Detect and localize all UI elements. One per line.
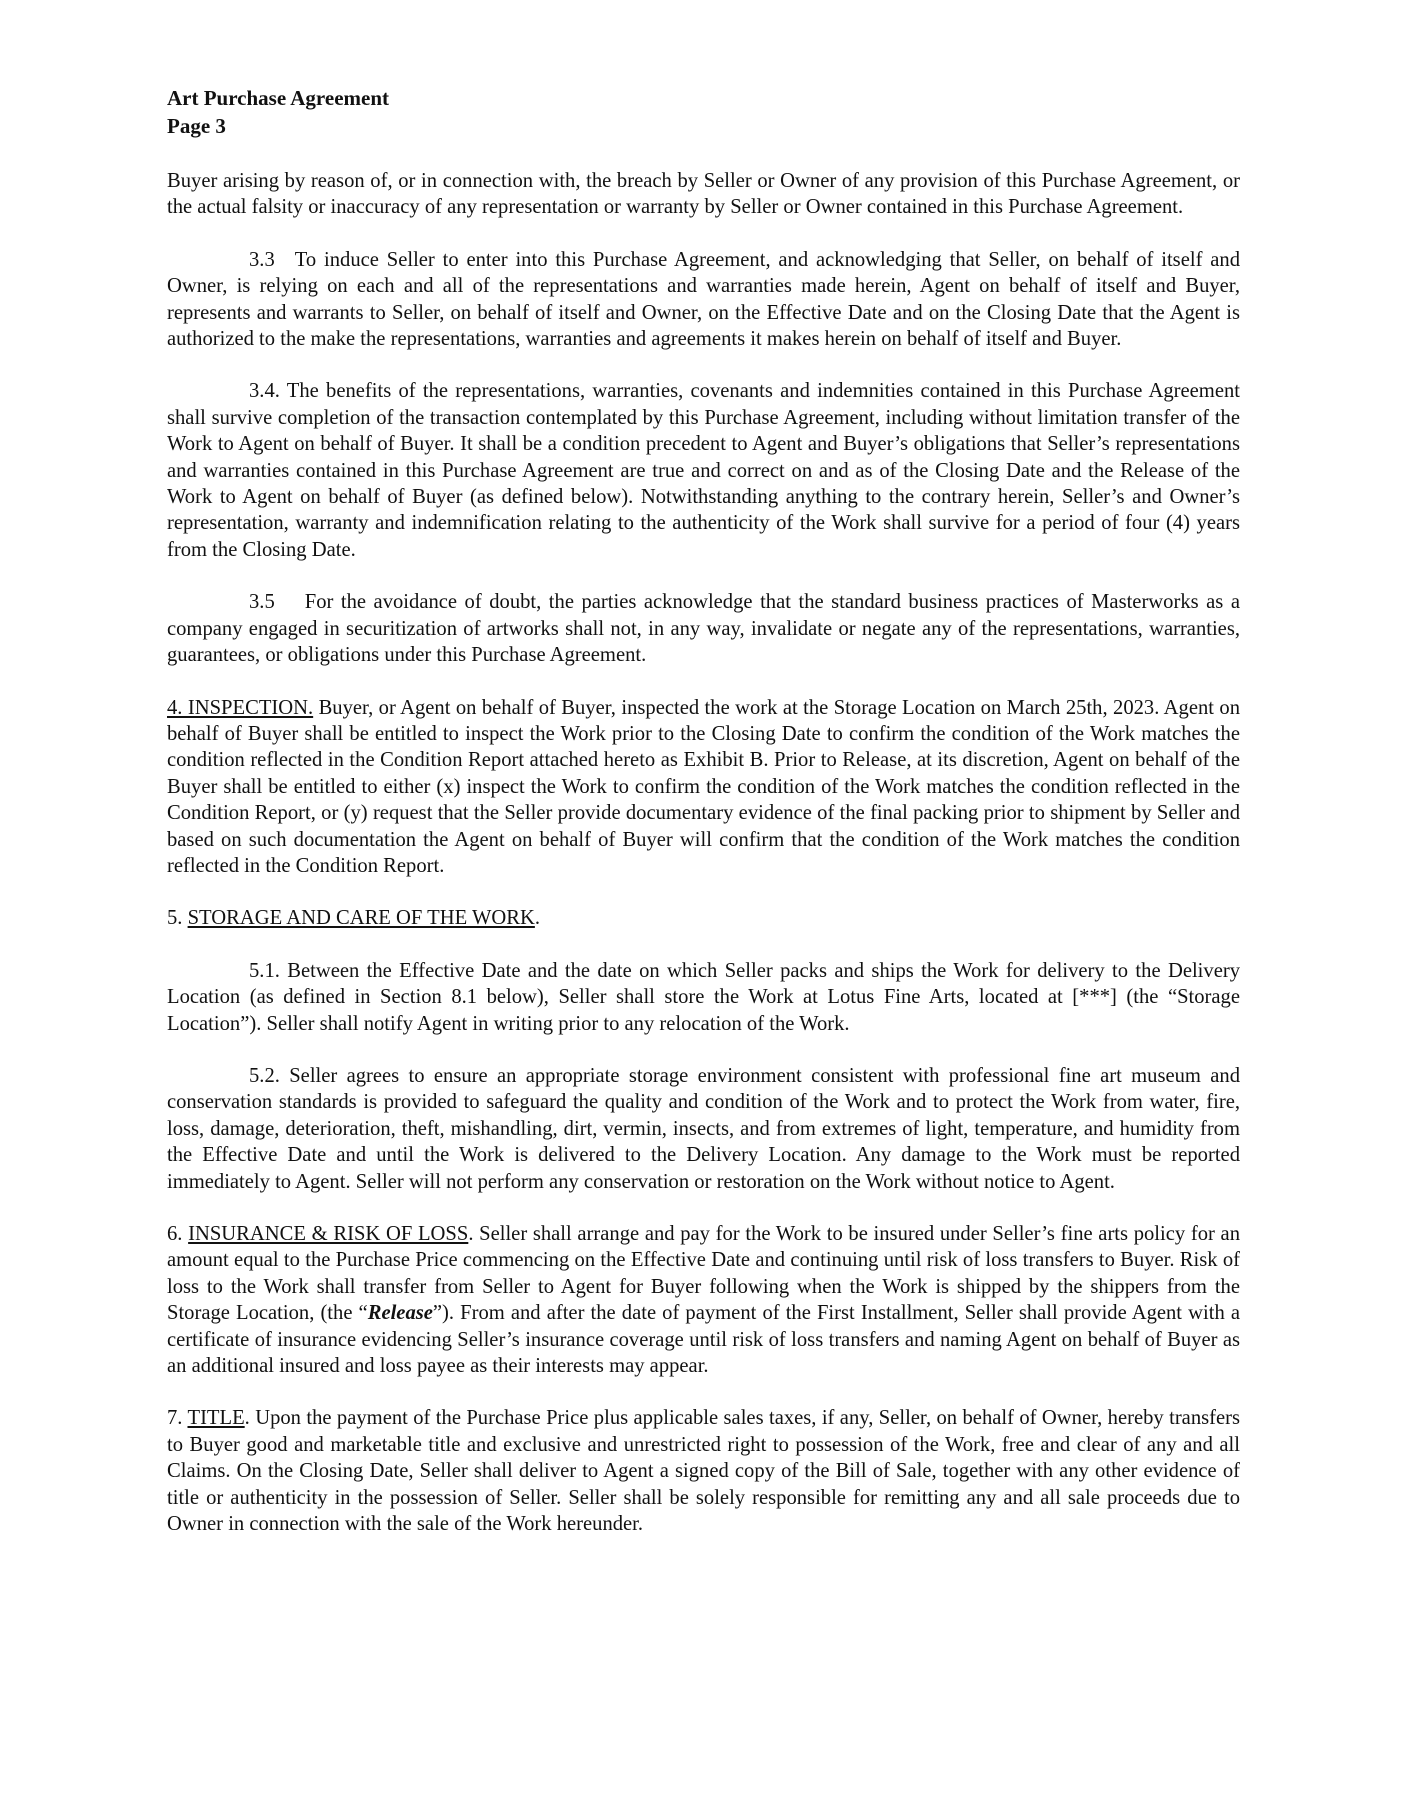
- page-header: [167, 84, 389, 140]
- paragraph-3-4: 3.4. The benefits of the representations, warranties, covenants and indemnities contained in this Purchase Agreement shall survive completion of the transaction contemplated by this Purchase Agreement, including without limitation transfer of the Work to Agent on behalf of Buyer. It shall be a condition precedent to Agent and Buyer’s obligations that Seller’s representations and warranties contained in this Purchase Agreement are true and correct on and as of the Closing Date and the Release of the Work to Agent on behalf of Buyer (as defined below). Notwithstanding anything to the contrary herein, Seller’s and Owner’s representation, warranty and indemnification relating to the authenticity of the Work shall survive for a period of four (4) years from the Closing Date.: [167, 380, 1240, 561]
- paragraph-3-3: [167, 247, 1240, 353]
- document-title: Art Purchase Agreement: [167, 86, 389, 110]
- section-5-number: 5.: [167, 907, 188, 930]
- section-6-heading: INSURANCE & RISK OF LOSS: [188, 1223, 469, 1245]
- section-6-insurance: [167, 1221, 1240, 1379]
- section-6-text-b: ”). From and after the date of payment of the First Installment, Seller shall provide Agent with a certificate of insurance evidencing Seller’s insurance coverage until risk of loss transfers and naming Agent on behalf of Buyer as an additional insured and loss payee as their interests may appear.: [167, 1302, 1240, 1378]
- paragraph-3-3-number: 3.3: [249, 248, 275, 271]
- paragraph-5-1: 5.1. Between the Effective Date and the date on which Seller packs and ships the Work for delivery to the Delivery Location (as defined in Section 8.1 below), Seller shall store the Work at Lotus Fine Arts, located at [***] (the “Storage Location”). Seller shall notify Agent in writing prior to any relocation of the Work.: [167, 959, 1240, 1035]
- section-4-heading: 4. INSPECTION.: [167, 696, 314, 719]
- section-7-title: [167, 1405, 1240, 1537]
- paragraph-continuation: Buyer arising by reason of, or in connection with, the breach by Seller or Owner of any provision of this Purchase Agreement, or the actual falsity or inaccuracy of any representation or warranty by Seller or Owner contained in this Purchase Agreement.: [167, 170, 1240, 219]
- paragraph-3-5-text: For the avoidance of doubt, the parties acknowledge that the standard business practices of Masterworks as a company engaged in securitization of artworks shall not, in any way, invalidate or negate any of the representations, warranties, guarantees, or obligations under this Purchase Agreement.: [167, 591, 1240, 667]
- section-4-text: Buyer, or Agent on behalf of Buyer, inspected the work at the Storage Location on March 25th, 2023. Agent on behalf of Buyer shall be entitled to inspect the Work prior to the Closing Date to confirm the condition of the Work matches the condition reflected in the Condition Report attached hereto as Exhibit B. Prior to Release, at its discretion, Agent on behalf of the Buyer shall be entitled to either (x) inspect the Work to confirm the condition of the Work matches the condition reflected in the Condition Report, or (y) request that the Seller provide documentary evidence of the final packing prior to shipment by Seller and based on such documentation the Agent on behalf of Buyer will confirm that the condition of the Work matches the condition reflected in the Condition Report.: [167, 696, 1240, 877]
- section-6-number: 6.: [167, 1223, 189, 1245]
- paragraph-5-2: 5.2. Seller agrees to ensure an appropriate storage environment consistent with professional fine art museum and conservation standards is provided to safeguard the quality and condition of the Work and to protect the Work from water, fire, loss, damage, deterioration, theft, mishandling, dirt, vermin, insects, and from extremes of light, temperature, and humidity from the Effective Date and until the Work is delivered to the Delivery Location. Any damage to the Work must be reported immediately to Agent. Seller will not perform any conservation or restoration on the Work without notice to Agent.: [167, 1064, 1240, 1193]
- release-term: Release: [367, 1302, 433, 1325]
- section-7-number: 7.: [167, 1407, 188, 1430]
- section-7-heading: TITLE: [187, 1407, 245, 1430]
- section-5-heading: STORAGE AND CARE OF THE WORK: [187, 907, 535, 930]
- section-6-text-a: . Seller shall arrange and pay for the Work to be insured under Seller’s fine arts policy for an amount equal to the Purchase Price commencing on the Effective Date and continuing until risk of loss transfers to Buyer. Risk of loss to the Work shall transfer from Seller to Agent for Buyer following when the Work is shipped by the shippers from the Storage Location, (the “: [167, 1223, 1240, 1325]
- section-5-storage: [167, 905, 1240, 931]
- section-4-inspection: [167, 695, 1240, 880]
- document-body: [167, 168, 1240, 1563]
- paragraph-3-3-text: To induce Seller to enter into this Purchase Agreement, and acknowledging that Seller, on behalf of itself and Owner, is relying on each and all of the representations and warranties made herein, Agent on behalf of itself and Buyer, represents and warrants to Seller, on behalf of itself and Owner, on the Effective Date and on the Closing Date that the Agent is authorized to the make the representations, warranties and agreements it makes herein on behalf of itself and Buyer.: [167, 248, 1240, 351]
- section-5-period: .: [534, 907, 541, 930]
- paragraph-3-5-number: 3.5: [249, 591, 275, 614]
- paragraph-3-5: [167, 589, 1240, 668]
- section-7-text: . Upon the payment of the Purchase Price plus applicable sales taxes, if any, Seller, on behalf of Owner, hereby transfers to Buyer good and marketable title and exclusive and unrestricted right to possession of the Work, free and clear of any and all Claims. On the Closing Date, Seller shall deliver to Agent a signed copy of the Bill of Sale, together with any other evidence of title or authenticity in the possession of Seller. Seller shall be solely responsible for remitting any and all sale proceeds due to Owner in connection with the sale of the Work hereunder.: [167, 1407, 1240, 1536]
- page-number: Page 3: [167, 114, 226, 138]
